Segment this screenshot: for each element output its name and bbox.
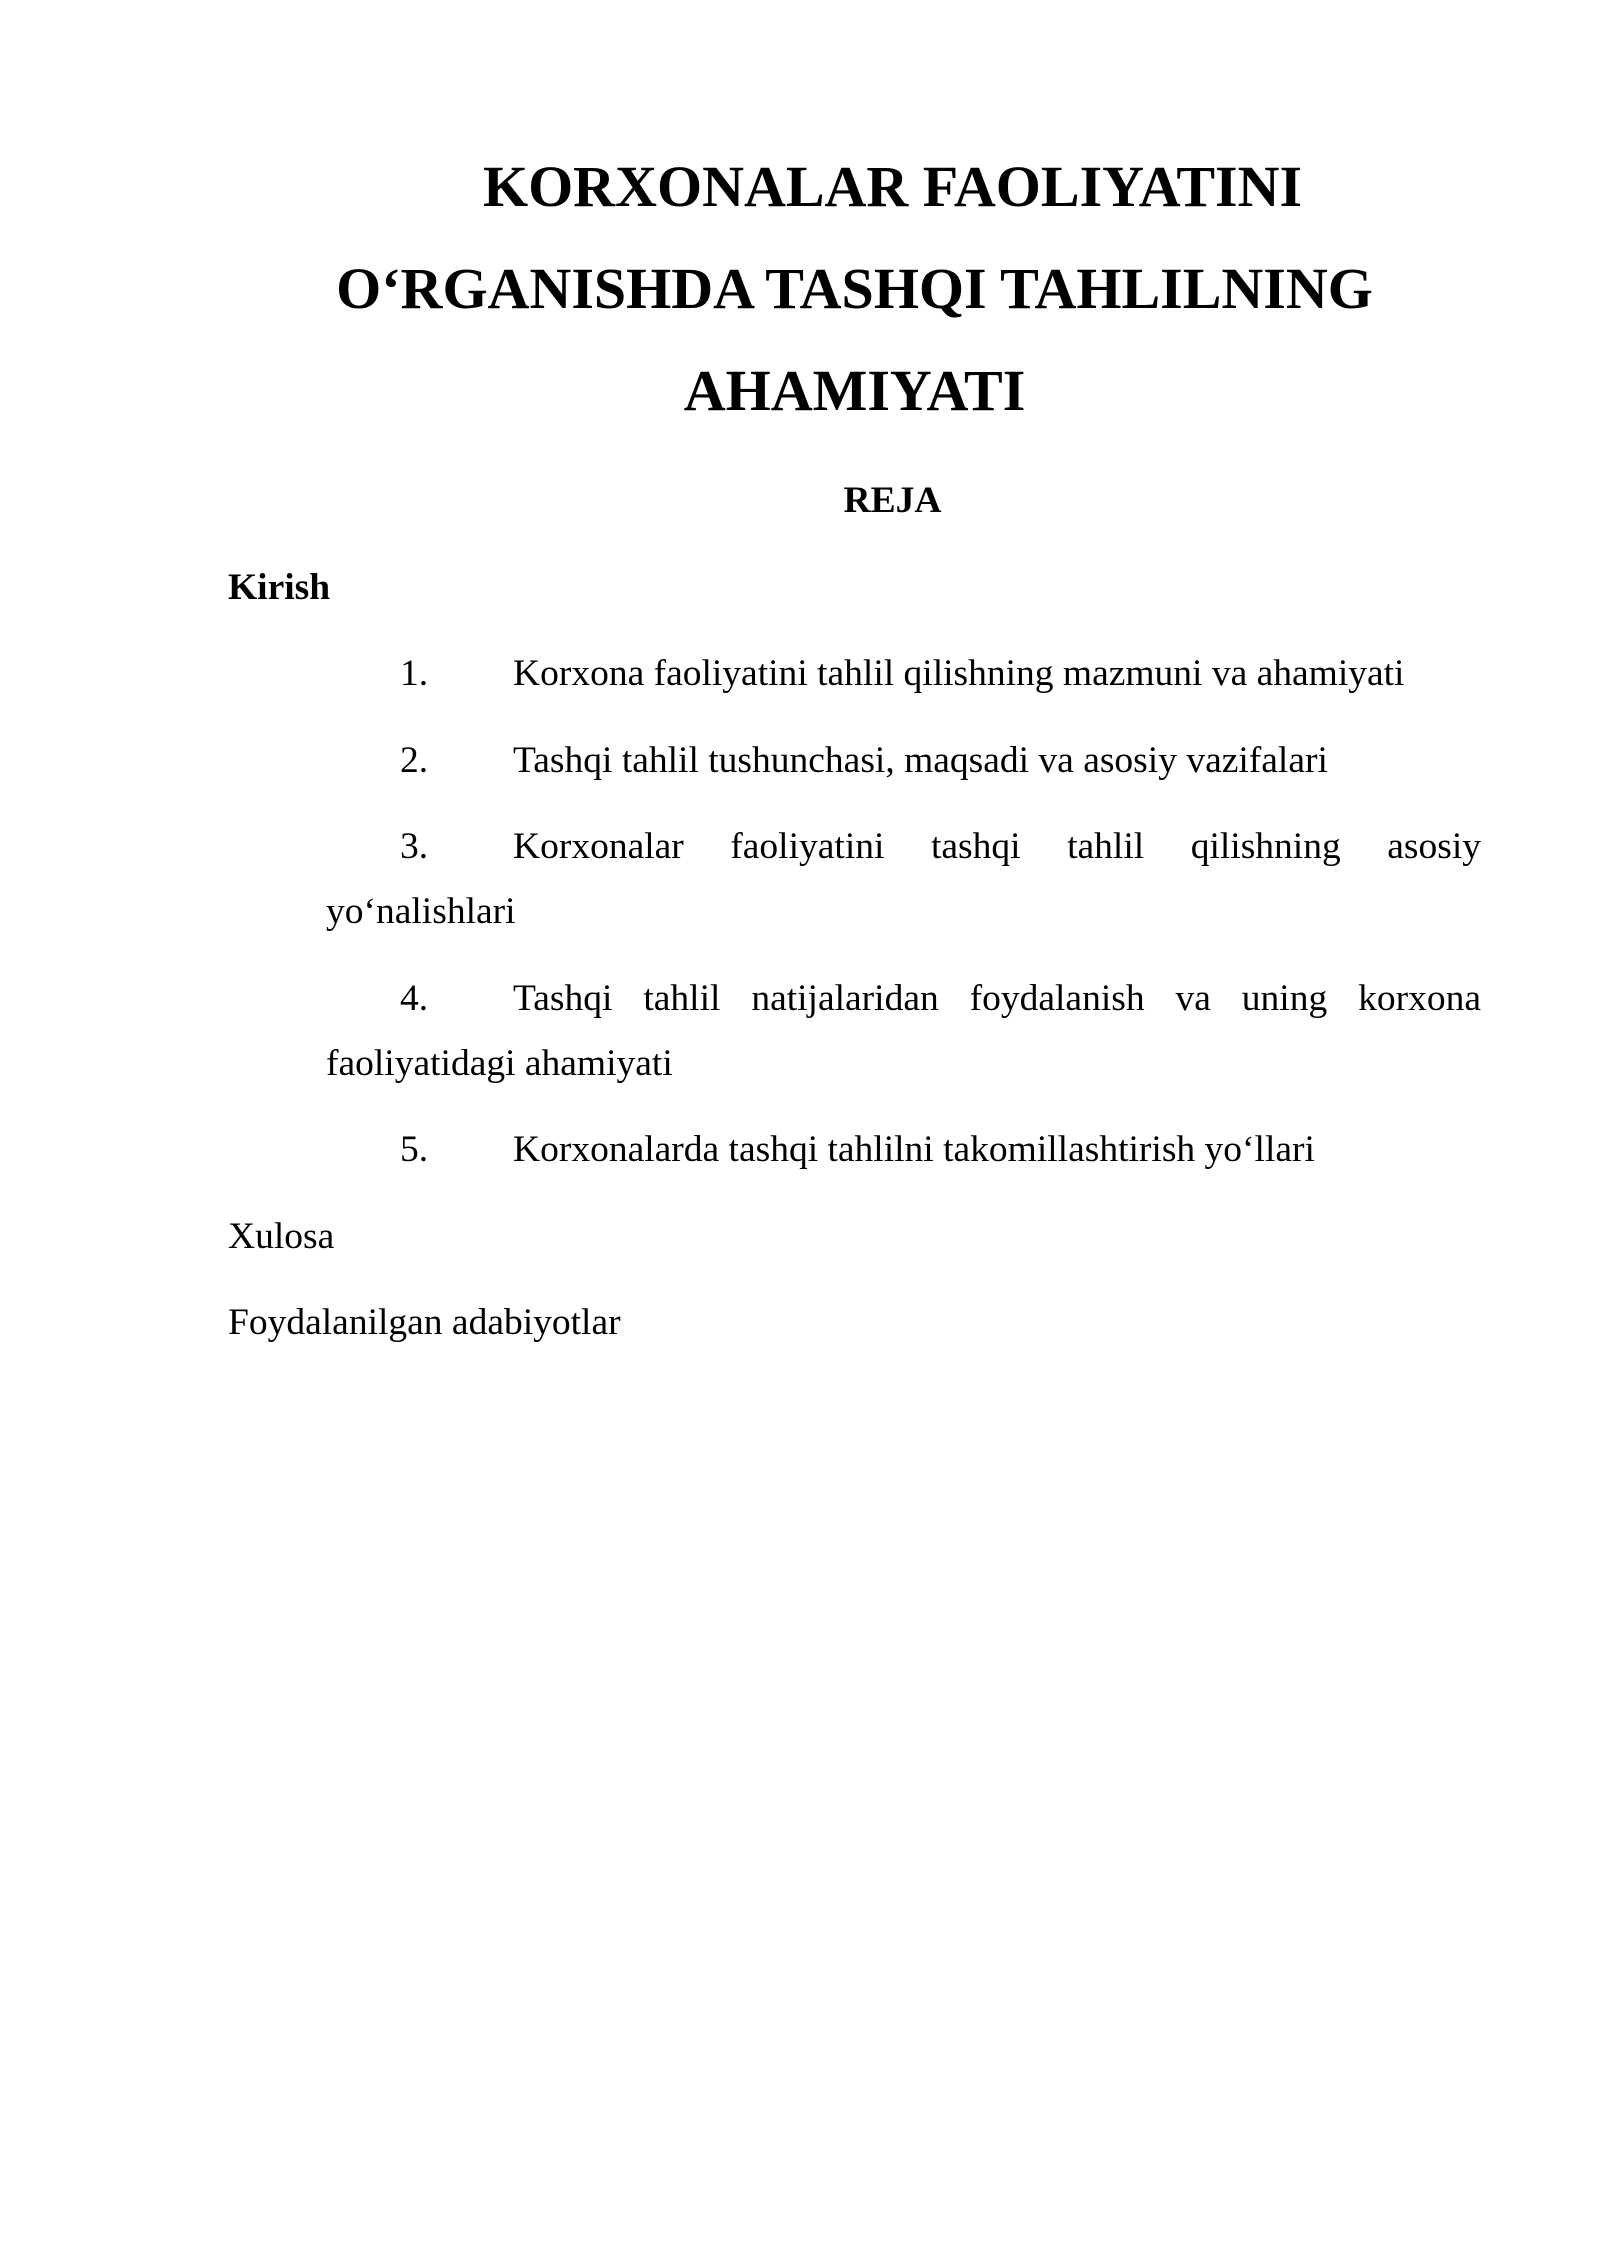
plan-item-text: Korxonalar faoliyatini tashqi tahlil qilishning asosiy yo‘nalishlari bbox=[326, 826, 1481, 932]
plan-item-number: 5. bbox=[400, 1129, 429, 1170]
plan-item-number: 3. bbox=[400, 826, 429, 867]
plan-heading: REJA bbox=[843, 480, 942, 521]
conclusion-label: Xulosa bbox=[228, 1215, 335, 1257]
plan-item-number: 2. bbox=[400, 739, 429, 781]
plan-item bbox=[326, 1117, 1481, 1182]
plan-item-text: Korxonalarda tashqi tahlilni takomillashtirish yo‘llari bbox=[513, 1129, 1315, 1170]
plan-list bbox=[228, 641, 1481, 1182]
plan-item bbox=[326, 728, 1481, 793]
document-title: KORXONALAR FAOLIYATINI O‘RGANISHDA TASHQI TAHLILNING AHAMIYATI bbox=[336, 154, 1373, 423]
plan-item-text: Tashqi tahlil tushunchasi, maqsadi va asosiy vazifalari bbox=[513, 739, 1328, 781]
plan-item bbox=[326, 966, 1481, 1096]
plan-item bbox=[326, 641, 1481, 706]
plan-item-number: 1. bbox=[400, 653, 429, 694]
intro-heading: Kirish bbox=[228, 566, 331, 608]
plan-item-number: 4. bbox=[400, 977, 429, 1019]
references-label: Foydalanilgan adabiyotlar bbox=[228, 1302, 621, 1343]
plan-item bbox=[326, 814, 1481, 944]
plan-item-text: Korxona faoliyatini tahlil qilishning mazmuni va ahamiyati bbox=[513, 653, 1405, 694]
plan-item-text: Tashqi tahlil natijalaridan foydalanish va uning korxona faoliyatidagi ahamiyati bbox=[326, 977, 1481, 1084]
